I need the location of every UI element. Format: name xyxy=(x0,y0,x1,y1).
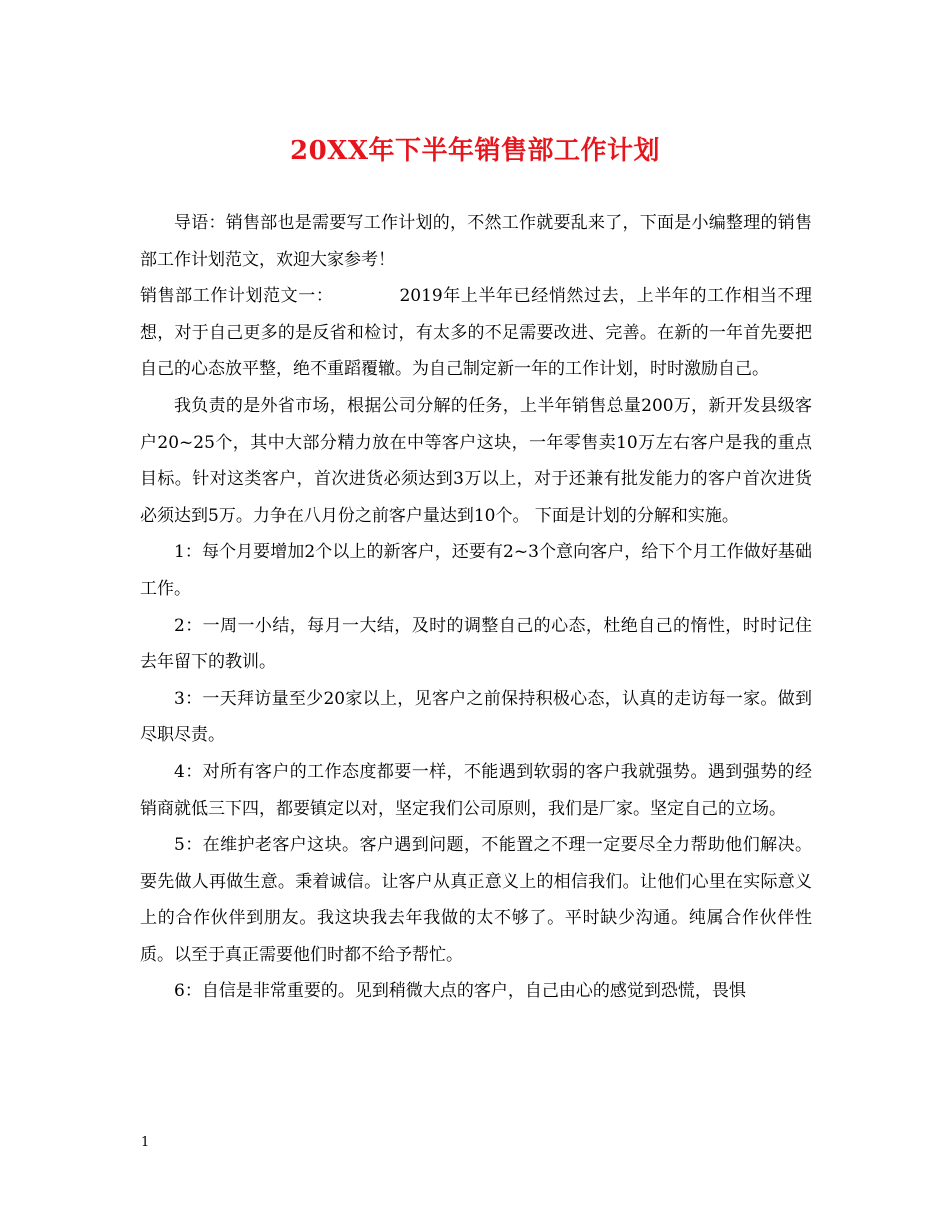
paragraph-market: 我负责的是外省市场，根据公司分解的任务，上半年销售总量200万，新开发县级客户20~25个，其中大部分精力放在中等客户这块，一年零售卖10万左右客户是我的重点目标。针对这类客户，首次进货必须达到3万以上，对于还兼有批发能力的客户首次进货必须达到5万。力争在八月份之前客户量达到10个。 下面是计划的分解和实施。 xyxy=(140,395,812,526)
paragraph-item-6: 6：自信是非常重要的。见到稍微大点的客户，自己由心的感觉到恐慌，畏惧 xyxy=(174,981,746,1002)
sample-label: 销售部工作计划范文一： xyxy=(140,286,334,307)
document-body xyxy=(140,205,812,1010)
sample-text: 2019年上半年已经悄然过去，上半年的工作相当不理想，对于自己更多的是反省和检讨，有太多的不足需要改进、完善。在新的一年首先要把自己的心态放平整，绝不重蹈覆辙。为自己制定新一年的工作计划，时时激励自己。 xyxy=(140,286,813,380)
intro-paragraph: 导语：销售部也是需要写工作计划的，不然工作就要乱来了，下面是小编整理的销售部工作计划范文，欢迎大家参考！ xyxy=(140,213,812,270)
paragraph-item-5: 5：在维护老客户这块。客户遇到问题，不能置之不理一定要尽全力帮助他们解决。要先做人再做生意。秉着诚信。让客户从真正意义上的相信我们。让他们心里在实际意义上的合作伙伴到朋友。我这块我去年我做的太不够了。平时缺少沟通。纯属合作伙伴性质。以至于真正需要他们时都不给予帮忙。 xyxy=(140,835,812,965)
paragraph-item-3: 3：一天拜访量至少20家以上，见客户之前保持积极心态，认真的走访每一家。做到尽职尽责。 xyxy=(140,688,812,746)
document-title: 20XX年下半年销售部工作计划 xyxy=(289,136,661,166)
sample-paragraph xyxy=(140,278,812,388)
page-number: 1 xyxy=(141,1135,150,1150)
paragraph-item-4: 4：对所有客户的工作态度都要一样，不能遇到软弱的客户我就强势。遇到强势的经销商就低三下四，都要镇定以对，坚定我们公司原则，我们是厂家。坚定自己的立场。 xyxy=(140,761,812,819)
paragraph-item-2: 2：一周一小结，每月一大结，及时的调整自己的心态，杜绝自己的惰性，时时记住去年留下的教训。 xyxy=(140,615,812,673)
paragraph-item-1: 1：每个月要增加2个以上的新客户，还要有2~3个意向客户，给下个月工作做好基础工作。 xyxy=(140,542,812,599)
